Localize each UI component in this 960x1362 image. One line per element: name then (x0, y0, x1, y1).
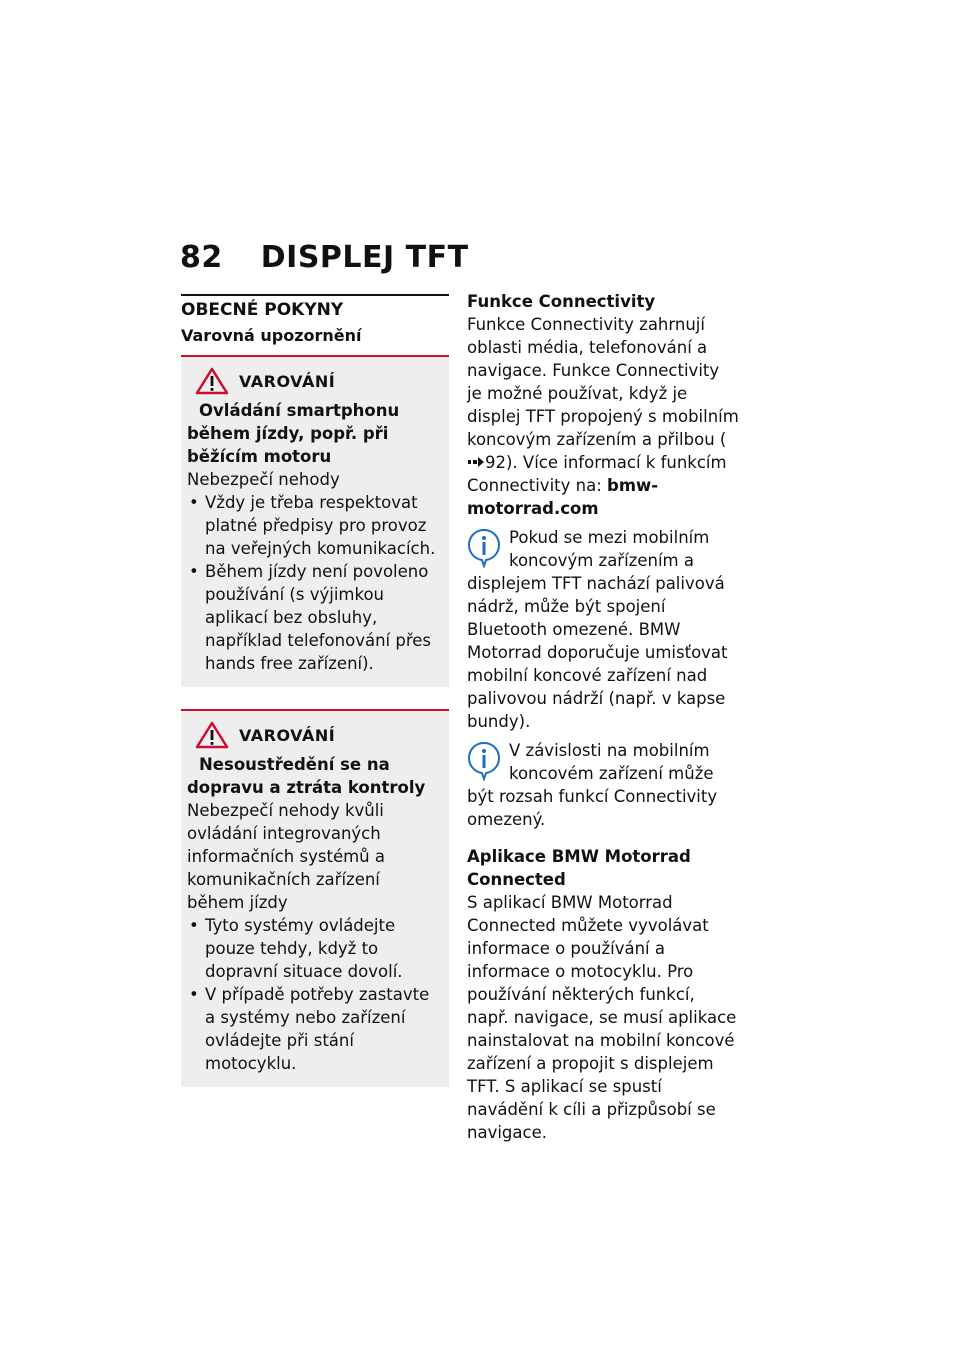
info-icon (467, 741, 501, 781)
warning-list (187, 491, 441, 675)
list-item: • Během jízdy není povoleno používání (s výjimkou aplikací bez obsluhy, například telefonování přes hands free zařízení). (187, 560, 441, 675)
section-title: OBECNÉ POKYNY (181, 294, 449, 320)
chapter-title: DISPLEJ TFT (260, 240, 469, 275)
warning-label: VAROVÁNÍ (239, 725, 336, 745)
connectivity-text: Funkce Connectivity zahrnují oblasti média, telefonování a navigace. Funkce Connectivity je možné používat, když je displej TFT propojený s mobilním koncovým zařízením a přilbou (92). Více informací k funkcím Connectivity na: bmw-motorrad.com (467, 315, 739, 518)
warning-danger: Nebezpečí nehody kvůli ovládání integrovaných informačních systémů a komunikačních zařízení během jízdy (187, 801, 385, 912)
list-item: • V případě potřeby zastavte a systémy nebo zařízení ovládejte při stání motocyklu. (187, 983, 441, 1075)
app-text: S aplikací BMW Motorrad Connected můžete vyvolávat informace o používání a informace o motocyklu. Pro používání některých funkcí, např. navigace, se musí aplikace nainstalovat na mobilní koncové zařízení a propojit s displejem TFT. S aplikací se spustí navádění k cíli a přizpůsobí se navigace. (467, 893, 737, 1142)
left-column (181, 294, 449, 1109)
subsection-title: Varovná upozornění (181, 326, 362, 345)
arrow-right-icon (467, 456, 485, 468)
connectivity-title: Funkce Connectivity (467, 292, 656, 311)
app-title: Aplikace BMW Motorrad Connected (467, 847, 691, 889)
connectivity-link[interactable]: bmw-motorrad.com (467, 476, 659, 518)
list-item: • Tyto systémy ovládejte pouze tehdy, když to dopravní situace dovolí. (187, 914, 441, 983)
page-header (180, 240, 469, 275)
warning-box (181, 355, 449, 687)
warning-title: Ovládání smartphonu během jízdy, popř. při běžícím motoru (187, 401, 400, 466)
warning-list (187, 914, 441, 1075)
warning-label: VAROVÁNÍ (239, 371, 336, 391)
warning-triangle-icon (195, 367, 229, 395)
info-note (467, 526, 739, 733)
warning-triangle-icon (195, 721, 229, 749)
warning-header (195, 367, 441, 395)
right-column (467, 290, 739, 1150)
warning-header (195, 721, 441, 749)
info-note (467, 739, 739, 831)
warning-box (181, 709, 449, 1087)
warning-title: Nesoustředění se na dopravu a ztráta kontroly (187, 755, 426, 797)
info-icon (467, 528, 501, 568)
warning-danger: Nebezpečí nehody (187, 470, 340, 489)
note-text: Pokud se mezi mobilním koncovým zařízením a displejem TFT nachází palivová nádrž, může být spojení Bluetooth omezené. BMW Motorrad doporučuje umisťovat mobilní koncové zařízení nad palivovou nádrží (např. v kapse bundy). (467, 528, 728, 731)
list-item: • Vždy je třeba respektovat platné předpisy pro provoz na veřejných komunikacích. (187, 491, 441, 560)
note-text: V závislosti na mobilním koncovém zařízení může být rozsah funkcí Connectivity omezený. (467, 741, 718, 829)
page-number: 82 (180, 240, 223, 275)
